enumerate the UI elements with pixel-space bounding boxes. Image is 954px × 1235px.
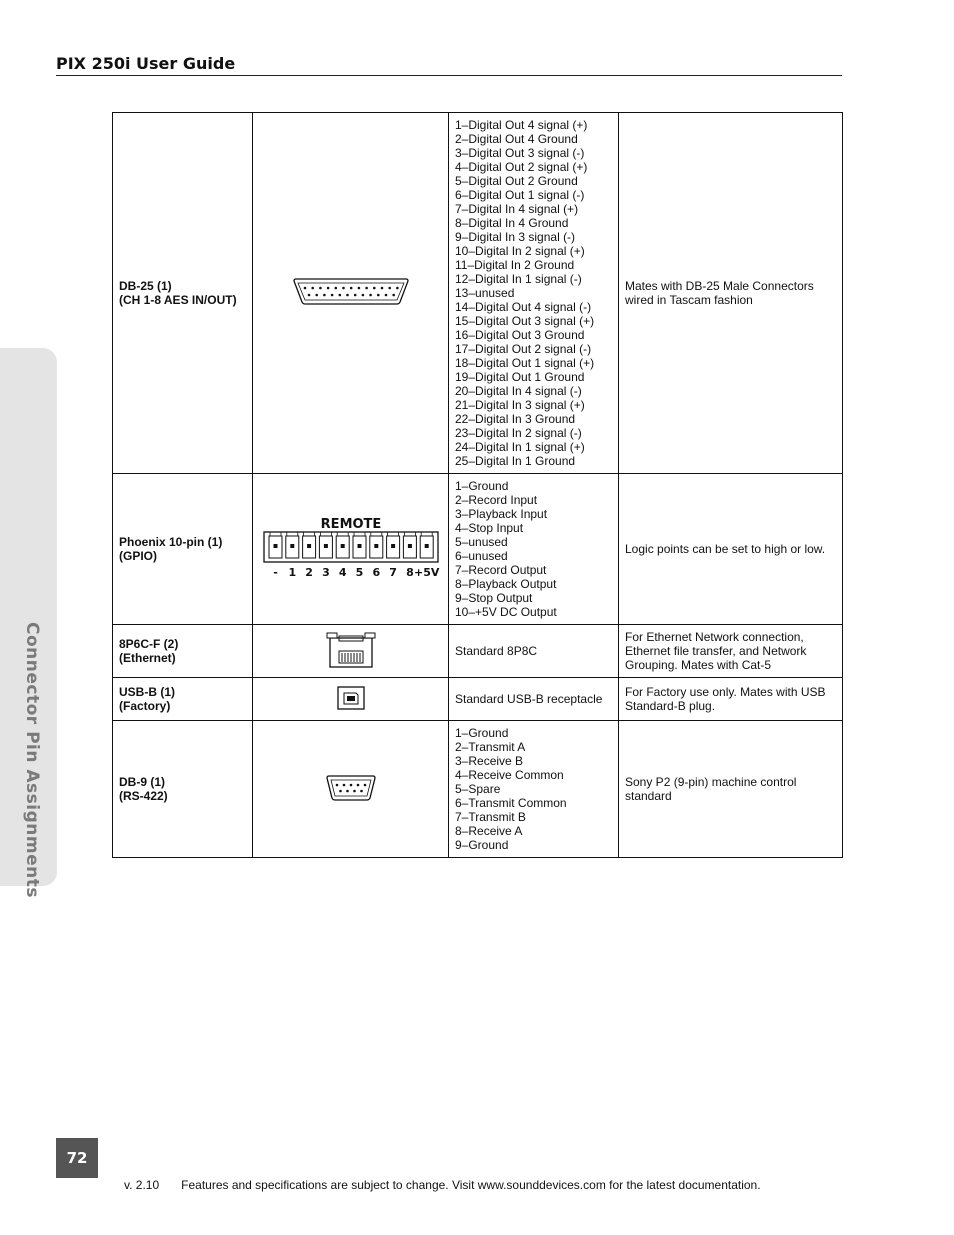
pin-list-item: 17–Digital Out 2 signal (-) xyxy=(455,342,592,356)
pin-dot xyxy=(339,789,342,792)
pin-list-item: 2–Record Input xyxy=(455,493,538,507)
pin-dot xyxy=(380,286,383,289)
pin-list-item: 2–Transmit A xyxy=(455,740,526,754)
connector-image-cell xyxy=(253,474,449,625)
pin-list-item: 13–unused xyxy=(455,286,515,300)
terminal-screw xyxy=(374,544,378,548)
pin-dot xyxy=(346,293,349,296)
pin-list-item: 16–Digital Out 3 Ground xyxy=(455,328,585,342)
connector-notes: For Factory use only. Mates with USB Standard-B plug. xyxy=(619,678,843,721)
pin-list-item: 8–Digital In 4 Ground xyxy=(455,216,569,230)
pin-list-item: 8–Receive A xyxy=(455,824,523,838)
page-number: 72 xyxy=(56,1138,98,1178)
pin-list-item: 6–Digital Out 1 signal (-) xyxy=(455,188,585,202)
pin-dot xyxy=(392,293,395,296)
pin-list-item: 1–Ground xyxy=(455,726,509,740)
connector-notes: Sony P2 (9-pin) machine control standard xyxy=(619,721,843,858)
connector-image-cell xyxy=(253,113,449,474)
pin-dot xyxy=(356,783,359,786)
terminal-number: 4 xyxy=(338,565,347,579)
pin-list-item: 1–Digital Out 4 signal (+) xyxy=(455,118,588,132)
header-divider xyxy=(56,75,842,76)
connector-notes: Mates with DB-25 Male Connectors wired in Tascam fashion xyxy=(619,113,843,474)
page-header-title: PIX 250i User Guide xyxy=(56,54,236,73)
terminal-screw xyxy=(290,544,294,548)
pin-list-item: 4–Stop Input xyxy=(455,521,524,535)
pin-dot xyxy=(349,286,352,289)
pin-dot xyxy=(384,293,387,296)
pin-list-item: 5–Digital Out 2 Ground xyxy=(455,174,578,188)
pin-list-item: 11–Digital In 2 Ground xyxy=(455,258,575,272)
pin-list-item: 18–Digital Out 1 signal (+) xyxy=(455,356,595,370)
pin-list xyxy=(449,474,619,625)
connector-name: Phoenix 10-pin (1) (GPIO) xyxy=(113,474,253,625)
terminal-number: 7 xyxy=(388,565,397,579)
pin-list-item: 20–Digital In 4 signal (-) xyxy=(455,384,582,398)
pin-list-item: 14–Digital Out 4 signal (-) xyxy=(455,300,592,314)
pin-list-item: 3–Playback Input xyxy=(455,507,548,521)
pin-dot xyxy=(342,783,345,786)
connector-image-cell xyxy=(253,625,449,678)
pin-list-item: 19–Digital Out 1 Ground xyxy=(455,370,585,384)
terminal-number: 2 xyxy=(304,565,313,579)
db9-connector-icon xyxy=(324,774,378,802)
pin-list-item: 10–+5V DC Output xyxy=(455,605,557,619)
pin-list-item: 3–Digital Out 3 signal (-) xyxy=(455,146,585,160)
connector-notes: For Ethernet Network connection, Ethernet file transfer, and Network Grouping. Mates with Cat-5 xyxy=(619,625,843,678)
connector-name: DB-25 (1) (CH 1-8 AES IN/OUT) xyxy=(113,113,253,474)
pin-list-item: 3–Receive B xyxy=(455,754,524,768)
terminal-number: 1 xyxy=(287,565,296,579)
ethernet-jack-icon xyxy=(326,631,376,669)
pin-description: Standard 8P8C xyxy=(449,625,619,678)
pin-list-item: 9–Digital In 3 signal (-) xyxy=(455,230,576,244)
db25-connector-icon xyxy=(290,277,412,307)
pin-list-item: 23–Digital In 2 signal (-) xyxy=(455,426,582,440)
pin-list-item: 7–Digital In 4 signal (+) xyxy=(455,202,579,216)
pin-dot xyxy=(369,293,372,296)
pin-list-item: 25–Digital In 1 Ground xyxy=(455,454,576,468)
pin-dot xyxy=(361,293,364,296)
pin-dot xyxy=(353,789,356,792)
pin-dot xyxy=(342,286,345,289)
table-row xyxy=(113,474,843,625)
pin-dot xyxy=(315,293,318,296)
connector-name: 8P6C-F (2) (Ethernet) xyxy=(113,625,253,678)
pin-list-item: 24–Digital In 1 signal (+) xyxy=(455,440,585,454)
section-side-tab-label: Connector Pin Assignments xyxy=(22,622,42,898)
pin-dot xyxy=(303,286,306,289)
connector-name: USB-B (1) (Factory) xyxy=(113,678,253,721)
pin-list-item: 12–Digital In 1 signal (-) xyxy=(455,272,582,286)
pin-dot xyxy=(396,286,399,289)
pin-dot xyxy=(319,286,322,289)
pin-list xyxy=(449,721,619,858)
terminal-screw xyxy=(340,544,344,548)
terminal-screw xyxy=(407,544,411,548)
pin-dot xyxy=(360,789,363,792)
pin-list-item: 22–Digital In 3 Ground xyxy=(455,412,576,426)
pin-list-item: 4–Receive Common xyxy=(455,768,564,782)
connector-image-cell xyxy=(253,678,449,721)
pin-dot xyxy=(365,286,368,289)
pin-list-item: 15–Digital Out 3 signal (+) xyxy=(455,314,595,328)
pin-dot xyxy=(388,286,391,289)
page-footer xyxy=(124,1178,761,1192)
terminal-screw xyxy=(424,544,428,548)
remote-label: REMOTE xyxy=(320,516,381,532)
pin-dot xyxy=(377,293,380,296)
terminal-number: +5V xyxy=(413,565,439,579)
terminal-number: 8 xyxy=(405,565,414,579)
version-label: v. 2.10 xyxy=(124,1178,160,1192)
pin-dot xyxy=(338,293,341,296)
pin-list xyxy=(449,113,619,474)
pin-list-item: 4–Digital Out 2 signal (+) xyxy=(455,160,588,174)
pin-list-item: 7–Transmit B xyxy=(455,810,526,824)
pin-list-item: 21–Digital In 3 signal (+) xyxy=(455,398,585,412)
table-row xyxy=(113,678,843,721)
pin-list-item: 6–unused xyxy=(455,549,508,563)
pin-dot xyxy=(326,286,329,289)
terminal-number: 5 xyxy=(355,565,363,579)
pin-list-item: 5–Spare xyxy=(455,782,501,796)
phoenix-10pin-connector-icon xyxy=(260,516,442,580)
terminal-screw xyxy=(357,544,361,548)
pin-list-item: 9–Stop Output xyxy=(455,591,533,605)
terminal-screw xyxy=(323,544,327,548)
connector-pin-table xyxy=(112,112,843,858)
table-row xyxy=(113,113,843,474)
pin-dot xyxy=(323,293,326,296)
pin-list-item: 6–Transmit Common xyxy=(455,796,567,810)
terminal-number: 6 xyxy=(371,565,380,579)
terminal-screw xyxy=(273,544,277,548)
pin-dot xyxy=(311,286,314,289)
pin-dot xyxy=(353,293,356,296)
pin-dot xyxy=(357,286,360,289)
pin-list-item: 8–Playback Output xyxy=(455,577,557,591)
pin-list-item: 5–unused xyxy=(455,535,508,549)
connector-image-cell xyxy=(253,721,449,858)
footer-disclaimer: Features and specifications are subject to change. Visit www.sounddevices.com for the latest documentation. xyxy=(181,1178,761,1192)
pin-dot xyxy=(330,293,333,296)
pin-dot xyxy=(307,293,310,296)
connector-notes: Logic points can be set to high or low. xyxy=(619,474,843,625)
terminal-screw xyxy=(307,544,311,548)
pin-dot xyxy=(349,783,352,786)
pin-dot xyxy=(363,783,366,786)
pin-dot xyxy=(334,286,337,289)
table-row xyxy=(113,625,843,678)
terminal-number: - xyxy=(272,565,278,579)
usb-b-receptacle-icon xyxy=(336,685,366,711)
pin-list-item: 10–Digital In 2 signal (+) xyxy=(455,244,585,258)
pin-list-item: 7–Record Output xyxy=(455,563,547,577)
pin-list-item: 2–Digital Out 4 Ground xyxy=(455,132,578,146)
pin-list-item: 9–Ground xyxy=(455,838,509,852)
pin-list-item: 1–Ground xyxy=(455,479,509,493)
connector-name: DB-9 (1) (RS-422) xyxy=(113,721,253,858)
pin-dot xyxy=(373,286,376,289)
terminal-number: 3 xyxy=(321,565,330,579)
pin-dot xyxy=(346,789,349,792)
table-row xyxy=(113,721,843,858)
pin-dot xyxy=(335,783,338,786)
pin-description: Standard USB-B receptacle xyxy=(449,678,619,721)
terminal-screw xyxy=(391,544,395,548)
